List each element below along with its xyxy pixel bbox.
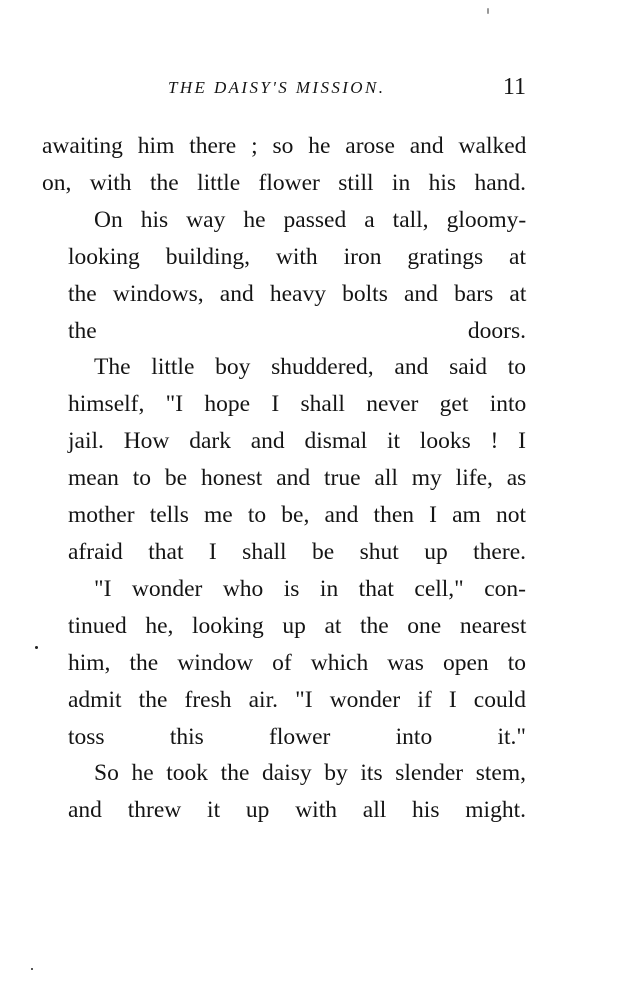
text-line: the windows, and heavy bolts and bars at <box>68 280 527 307</box>
text-line: mother tells me to be, and then I am not <box>68 502 526 529</box>
text-line: on, with the little flower still in his hand. <box>42 169 526 196</box>
paragraph <box>42 571 526 756</box>
text-line: The little boy shuddered, and said to <box>94 354 526 381</box>
text-line: afraid that I shall be shut up there. <box>68 538 526 565</box>
paragraph <box>42 128 526 202</box>
page-header <box>40 74 526 108</box>
text-line: mean to be honest and true all my life, as <box>68 465 527 492</box>
page-number: 11 <box>502 74 526 100</box>
paragraph <box>42 349 526 570</box>
text-line: himself, "I hope I shall never get into <box>68 391 527 418</box>
text-line: tinued he, looking up at the one nearest <box>68 612 527 639</box>
text-line: admit the fresh air. "I wonder if I could <box>68 686 526 713</box>
text-line: toss this flower into it." <box>68 723 526 750</box>
ink-speck <box>35 646 38 649</box>
paper-mark <box>487 8 489 14</box>
paragraph <box>42 755 526 829</box>
text-line: the doors. <box>68 317 526 344</box>
text-line: awaiting him there ; so he arose and walked <box>42 133 527 159</box>
text-line: "I wonder who is in that cell," con- <box>94 575 526 602</box>
ink-speck <box>31 968 33 970</box>
text-line: looking building, with iron gratings at <box>68 243 526 270</box>
text-line: So he took the daisy by its slender stem, <box>94 760 526 787</box>
running-title: THE DAISY'S MISSION. <box>168 78 386 97</box>
text-line: On his way he passed a tall, gloomy- <box>94 206 527 233</box>
text-line: jail. How dark and dismal it looks ! I <box>68 428 526 455</box>
text-line: and threw it up with all his might. <box>68 797 526 824</box>
paragraph <box>42 202 526 350</box>
text-line: him, the window of which was open to <box>68 649 526 676</box>
body-text <box>42 128 526 829</box>
